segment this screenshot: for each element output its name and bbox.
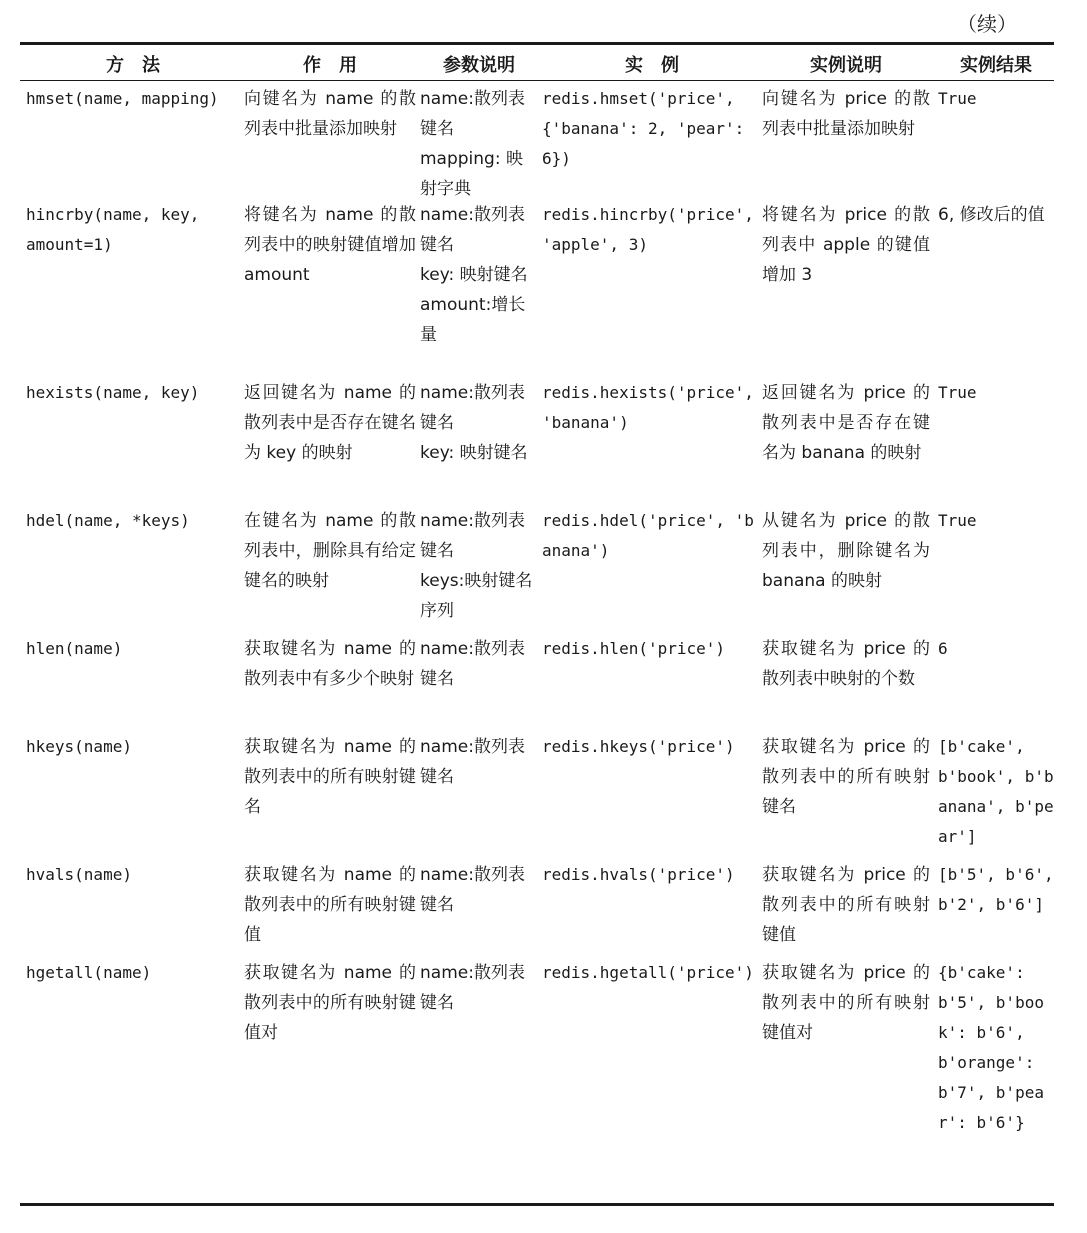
example-cell: redis.hexists('price', 'banana')	[542, 383, 764, 432]
result-cell: 6, 修改后的值	[938, 205, 1045, 225]
purpose-cell: 获取键名为 name 的散列表中的所有映射键值	[244, 865, 416, 945]
desc-cell: 获取键名为 price 的散列表中的所有映射键值对	[762, 963, 930, 1043]
table-row	[20, 378, 1054, 506]
desc-cell: 获取键名为 price 的散列表中映射的个数	[762, 639, 930, 689]
example-cell: redis.hlen('price')	[542, 639, 726, 658]
result-cell: True	[938, 511, 977, 530]
purpose-cell: 获取键名为 name 的散列表中的所有映射键值对	[244, 963, 416, 1043]
table-header	[20, 47, 1054, 79]
purpose-cell: 获取键名为 name 的散列表中有多少个映射	[244, 639, 416, 689]
table-row	[20, 958, 1054, 1198]
result-cell: True	[938, 89, 977, 108]
example-cell: redis.hdel('price', 'banana')	[542, 511, 754, 560]
header-purpose: 作 用	[303, 55, 357, 76]
table-top-rule	[20, 42, 1054, 45]
purpose-cell: 返回键名为 name 的散列表中是否存在键名为 key 的映射	[244, 383, 416, 463]
method-cell: hincrby(name, key, amount=1)	[26, 205, 200, 254]
purpose-cell: 将键名为 name 的散列表中的映射键值增加 amount	[244, 205, 422, 285]
result-cell: {b'cake': b'5', b'book': b'6', b'orange': b'7', b'pear': b'6'}	[938, 963, 1044, 1132]
method-cell: hvals(name)	[26, 865, 132, 884]
result-cell: 6	[938, 639, 948, 658]
desc-cell: 获取键名为 price 的散列表中的所有映射键名	[762, 737, 930, 817]
table-row	[20, 860, 1064, 958]
result-cell: [b'cake', b'book', b'banana', b'pear']	[938, 737, 1054, 846]
params-cell: name:散列表键名	[420, 639, 525, 689]
purpose-cell: 获取键名为 name 的散列表中的所有映射键名	[244, 737, 416, 817]
table-row	[20, 84, 1054, 200]
table-row	[20, 732, 1054, 860]
params-cell: name:散列表键名 key: 映射键名	[420, 383, 528, 463]
table-row	[20, 200, 1054, 378]
example-cell: redis.hmset('price', {'banana': 2, 'pear': 6})	[542, 89, 754, 168]
result-cell: [b'5', b'6', b'2', b'6']	[938, 865, 1064, 914]
desc-cell: 返回键名为 price 的散列表中是否存在键名为 banana 的映射	[762, 383, 930, 463]
params-cell: name:散列表键名	[420, 963, 525, 1013]
table-body	[20, 84, 1064, 1198]
method-cell: hexists(name, key)	[26, 383, 200, 402]
desc-cell: 获取键名为 price 的散列表中的所有映射键值	[762, 865, 930, 945]
header-desc: 实例说明	[810, 55, 882, 76]
params-cell: name:散列表键名 key: 映射键名 amount:增长量	[420, 205, 528, 345]
table-header-rule	[20, 80, 1054, 81]
purpose-cell: 向键名为 name 的散列表中批量添加映射	[244, 89, 416, 139]
method-cell: hdel(name, *keys)	[26, 511, 190, 530]
result-cell: True	[938, 383, 977, 402]
continued-label: （续）	[957, 12, 1017, 36]
header-params: 参数说明	[443, 55, 515, 76]
table-row	[20, 634, 1054, 732]
example-cell: redis.hvals('price')	[542, 865, 735, 884]
method-cell: hmset(name, mapping)	[26, 89, 219, 108]
method-cell: hkeys(name)	[26, 737, 132, 756]
method-cell: hlen(name)	[26, 639, 123, 658]
desc-cell: 向键名为 price 的散列表中批量添加映射	[762, 89, 930, 139]
header-example: 实 例	[625, 55, 679, 76]
table-bottom-rule	[20, 1203, 1054, 1206]
method-cell: hgetall(name)	[26, 963, 152, 982]
header-method: 方 法	[106, 55, 160, 76]
params-cell: name:散列表键名 keys:映射键名序列	[420, 511, 533, 621]
desc-cell: 将键名为 price 的散列表中 apple 的键值增加 3	[762, 205, 930, 285]
example-cell: redis.hgetall('price')	[542, 963, 754, 982]
header-result: 实例结果	[960, 55, 1032, 76]
purpose-cell: 在键名为 name 的散列表中，删除具有给定键名的映射	[244, 511, 416, 591]
params-cell: name:散列表键名 mapping: 映射字典	[420, 89, 525, 199]
params-cell: name:散列表键名	[420, 865, 525, 915]
table-row	[20, 506, 1054, 634]
example-cell: redis.hincrby('price', 'apple', 3)	[542, 205, 764, 254]
example-cell: redis.hkeys('price')	[542, 737, 735, 756]
params-cell: name:散列表键名	[420, 737, 525, 787]
desc-cell: 从键名为 price 的散列表中，删除键名为 banana 的映射	[762, 511, 936, 591]
